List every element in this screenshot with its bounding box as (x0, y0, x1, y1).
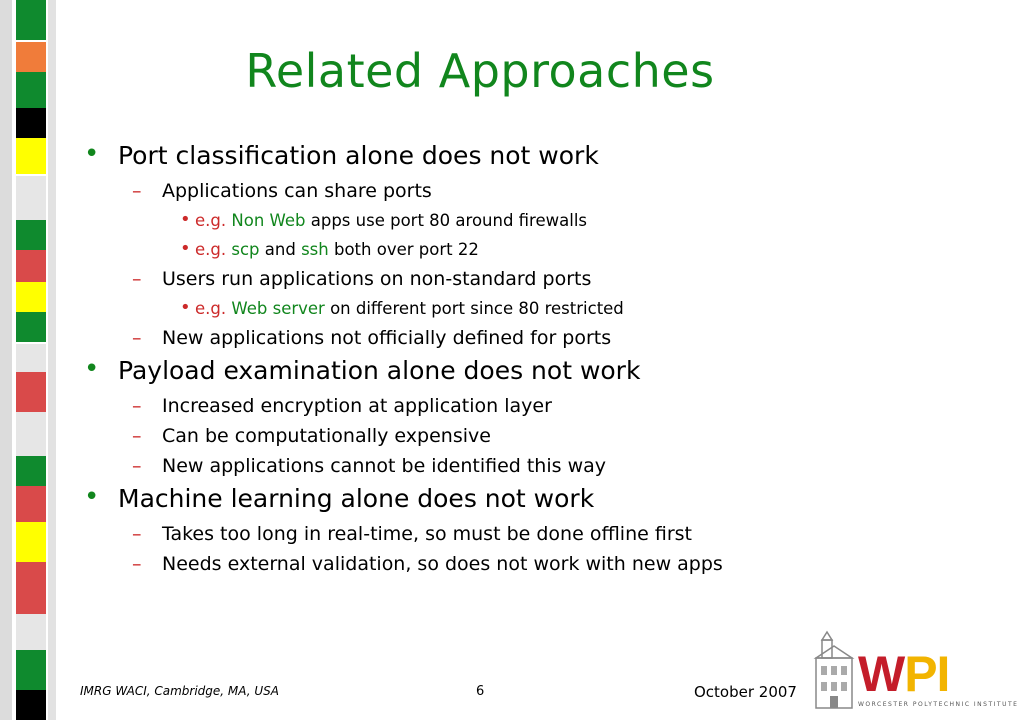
strip-block (16, 344, 46, 372)
strip-block (16, 312, 46, 342)
sub-bullet-text: Needs external validation, so does not work with new apps (162, 553, 723, 575)
decorative-color-strip (0, 0, 56, 720)
sub-bullet-text: Increased encryption at application layer (162, 395, 552, 417)
dash-icon: – (132, 455, 142, 477)
bullet-dot-icon: • (180, 297, 191, 318)
strip-block (16, 372, 46, 412)
sub-bullet (82, 451, 942, 481)
example-bullet (82, 206, 942, 235)
bullet-text: Payload examination alone does not work (118, 356, 641, 385)
strip-block (16, 282, 46, 312)
sub-bullet-text: Users run applications on non-standard ports (162, 268, 592, 290)
dash-icon: – (132, 180, 142, 202)
dash-icon: – (132, 268, 142, 290)
sub-bullet (82, 176, 942, 206)
strip-block (16, 0, 46, 40)
example-prefix: e.g. (195, 211, 227, 230)
example-highlight: scp (231, 240, 260, 259)
bullet-dot-icon: • (180, 209, 191, 230)
bullet-dot-icon: • (84, 354, 100, 384)
bullet-text: Port classification alone does not work (118, 141, 599, 170)
example-prefix: e.g. (195, 299, 227, 318)
strip-block (16, 522, 46, 562)
dash-icon: – (132, 523, 142, 545)
sub-bullet (82, 264, 942, 294)
example-text: apps use port 80 around firewalls (310, 211, 588, 230)
strip-block (16, 108, 46, 138)
dash-icon: – (132, 553, 142, 575)
strip-block (16, 562, 46, 614)
example-text: on different port since 80 restricted (330, 299, 624, 318)
example-highlight: Web server (231, 299, 325, 318)
sub-bullet (82, 549, 942, 579)
strip-block (16, 456, 46, 486)
strip-block (16, 138, 46, 174)
bullet-dot-icon: • (180, 238, 191, 259)
logo-subtitle: WORCESTER POLYTECHNIC INSTITUTE (858, 701, 1018, 708)
bullet-payload-examination (82, 353, 942, 391)
sub-bullet-text: New applications cannot be identified this way (162, 455, 606, 477)
example-prefix: e.g. (195, 240, 227, 259)
sub-bullet (82, 519, 942, 549)
strip-block (16, 486, 46, 522)
sub-bullet (82, 323, 942, 353)
wpi-wordmark: WPI (858, 646, 950, 702)
bullet-text: Machine learning alone does not work (118, 484, 595, 513)
sub-bullet (82, 421, 942, 451)
wpi-logo (812, 628, 1018, 714)
example-highlight: ssh (301, 240, 329, 259)
example-highlight: Non Web (231, 211, 306, 230)
bullet-port-classification (82, 138, 942, 176)
strip-block (16, 176, 46, 220)
example-text: both over port 22 (333, 240, 479, 259)
strip-block (16, 690, 46, 720)
strip-block (16, 220, 46, 250)
strip-block (16, 614, 46, 650)
dash-icon: – (132, 425, 142, 447)
example-bullet (82, 294, 942, 323)
sub-bullet-text: New applications not officially defined for ports (162, 327, 612, 349)
sub-bullet-text: Can be computationally expensive (162, 425, 491, 447)
example-bullet (82, 235, 942, 264)
strip-edge-left (0, 0, 12, 720)
example-text: and (264, 240, 296, 259)
bullet-dot-icon: • (84, 482, 100, 512)
strip-block (16, 250, 46, 282)
strip-block (16, 412, 46, 456)
dash-icon: – (132, 395, 142, 417)
slide-title: Related Approaches (245, 44, 715, 98)
sub-bullet-text: Takes too long in real-time, so must be done offline first (162, 523, 692, 545)
strip-block (16, 650, 46, 690)
bullet-machine-learning (82, 481, 942, 519)
dash-icon: – (132, 327, 142, 349)
slide-content (82, 138, 942, 579)
footer-venue: IMRG WACI, Cambridge, MA, USA (80, 684, 279, 698)
sub-bullet-text: Applications can share ports (162, 180, 432, 202)
bullet-dot-icon: • (84, 139, 100, 169)
footer-date: October 2007 (694, 683, 797, 701)
page-number: 6 (476, 684, 485, 699)
university-building-icon (812, 632, 858, 712)
sub-bullet (82, 391, 942, 421)
strip-edge-right (48, 0, 56, 720)
